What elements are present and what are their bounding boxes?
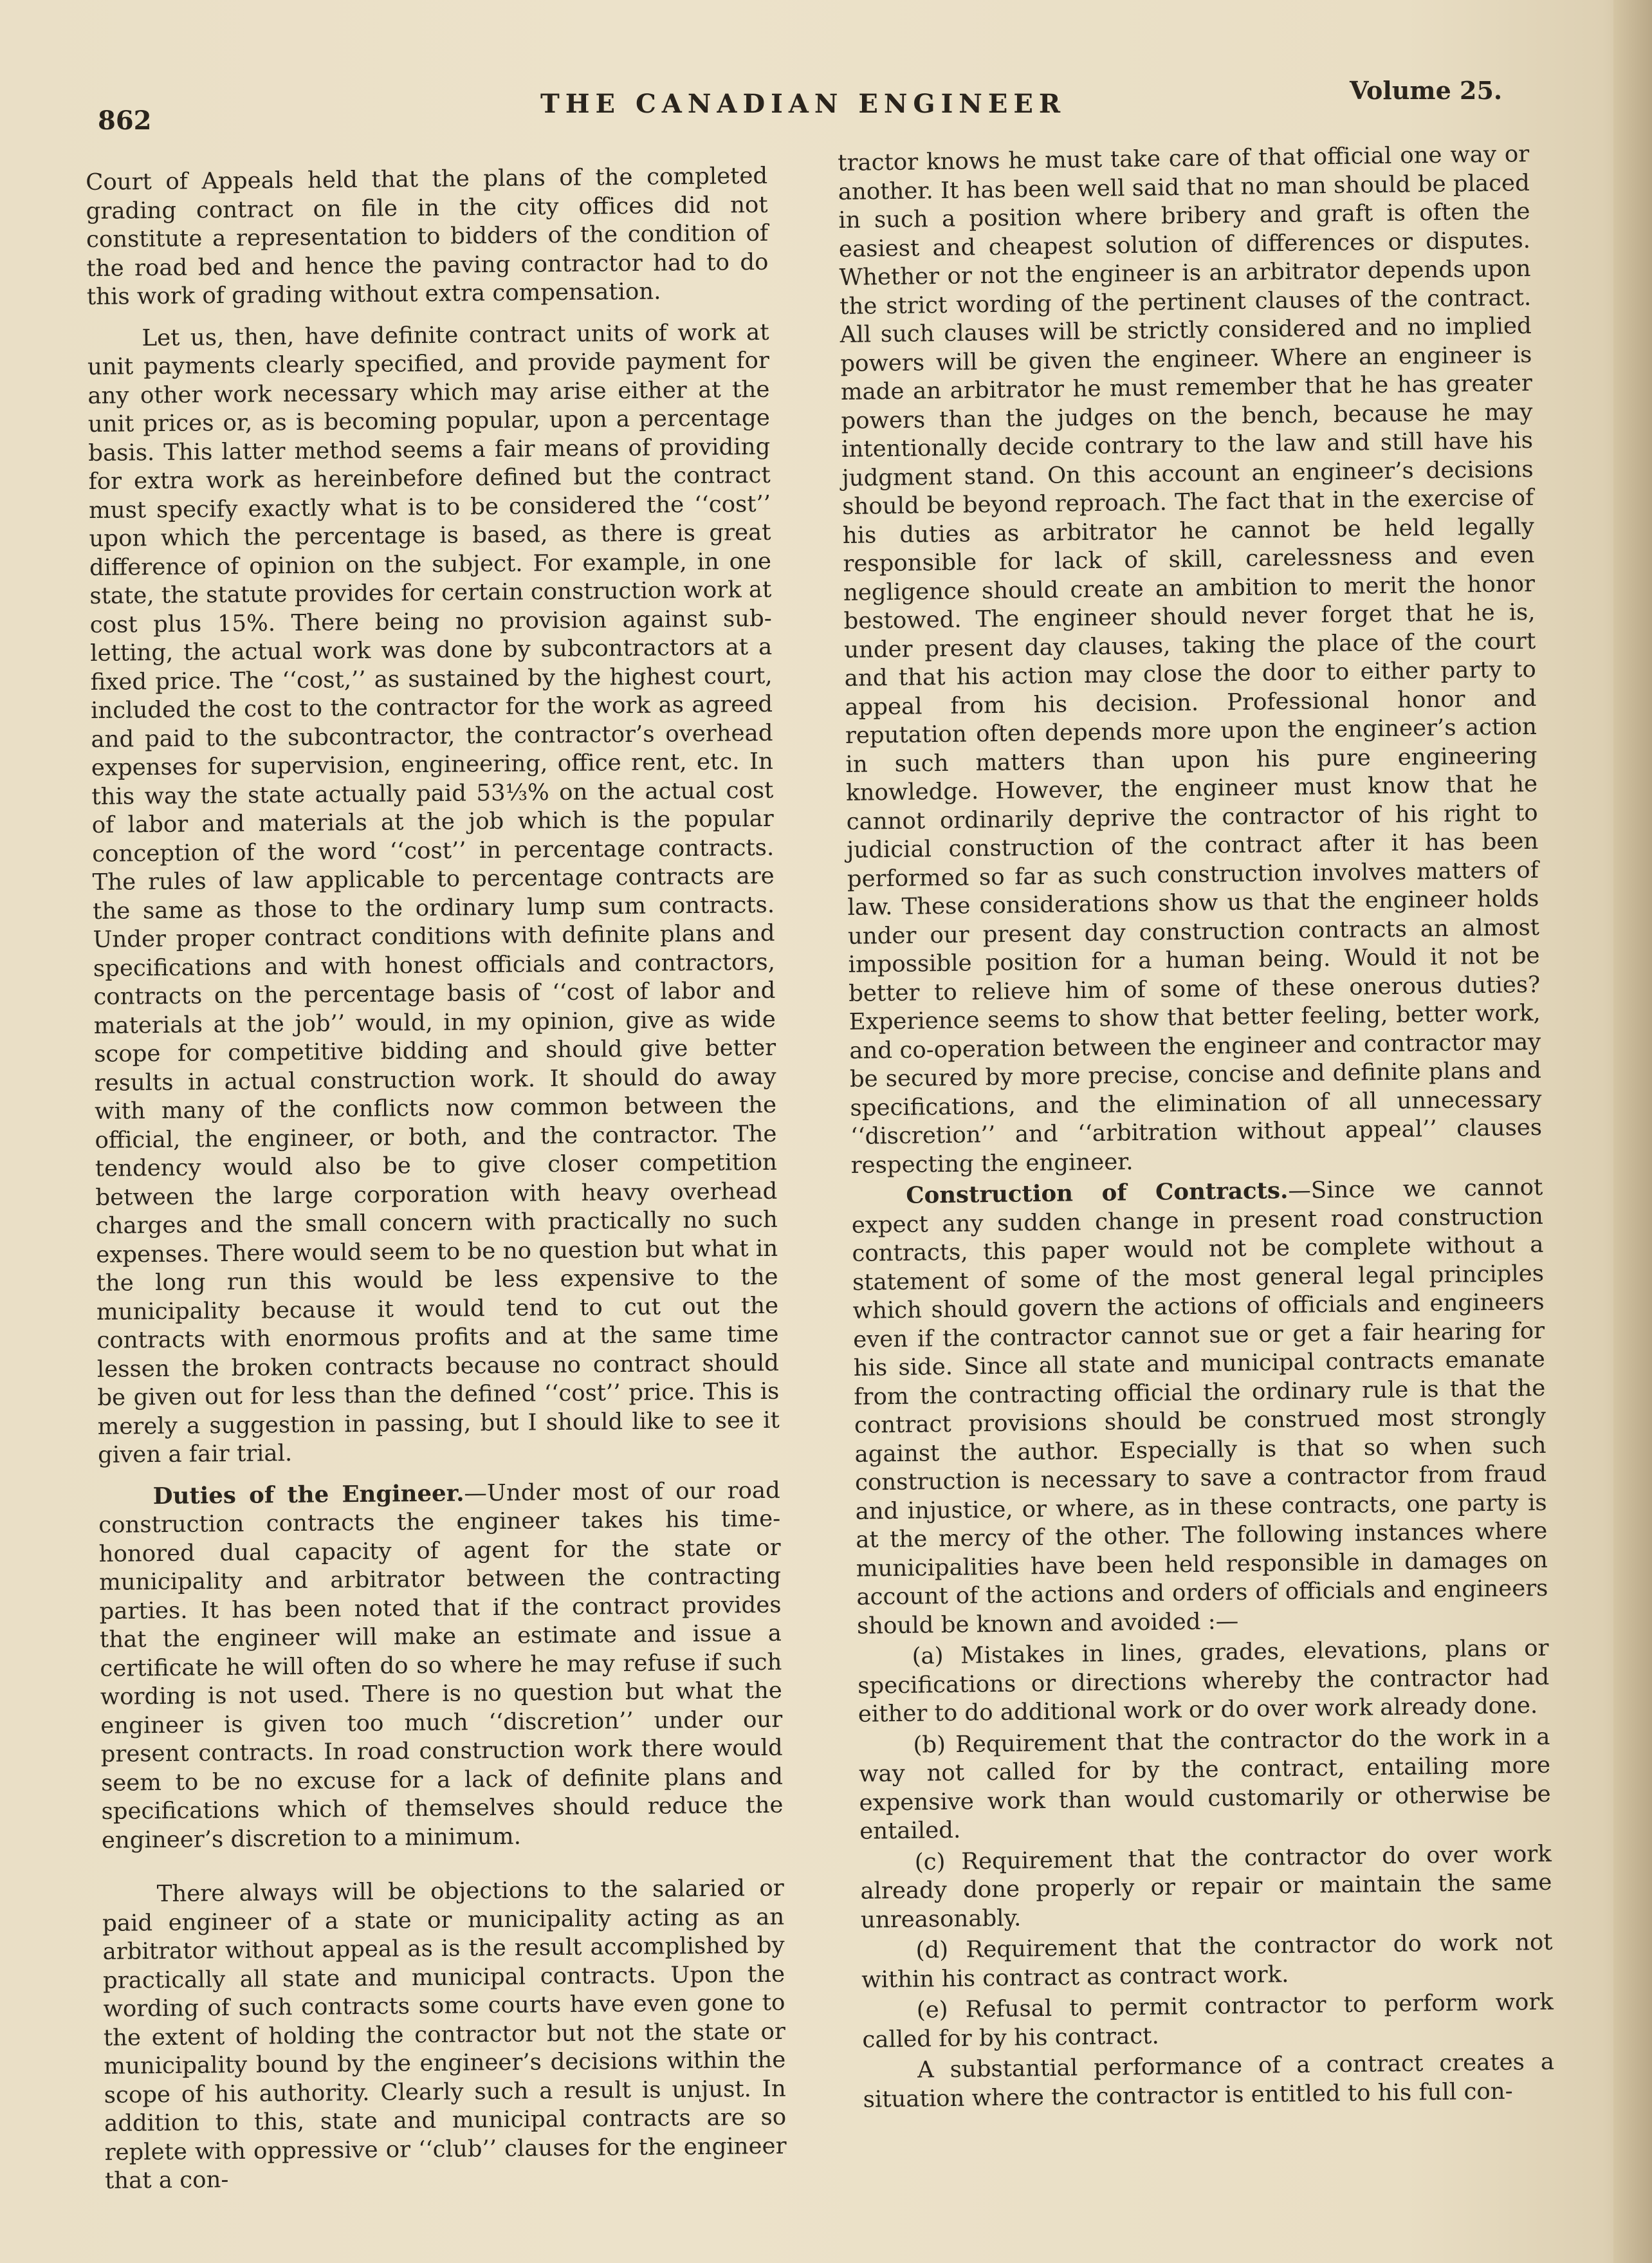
paragraph: Let us, then, have definite contract units of work at unit payments clearly specified, and provide payment for any other work necessary which may arise either at the unit prices or, as is becoming popular, upon a percentage basis. This latter method seems a fair means of providing for extra work as hereinbefore defined but the contract must specify exactly what is to be considered the ‘‘cost’’ upon which the percentage is based, as there is great difference of opinion on the subject. For example, in one state, the statute provides for certain construction work at cost plus 15%. There being no provision against sub-letting, the actual work was done by subcontractors at a fixed price. The ‘‘cost,’’ as sustained by the highest court, included the cost to the contractor for the work as agreed and paid to the subcontractor, the contractor’s overhead expenses for supervision, engineering, office rent, etc. In this way the state actually paid 53⅓% on the actual cost of labor and materials at the job which is the popular conception of the word ‘‘cost’’ in percentage contracts. The rules of law applicable to percentage contracts are the same as those to the ordinary lump sum contracts. Under proper contract conditions with definite plans and specifications and with honest officials and contractors, contracts on the percentage basis of ‘‘cost of labor and materials at the job’’ would, in my opinion, give as wide scope for competitive bidding and should give better results in actual construction work. It should do away with many of the conflicts now common between the official, the engineer, or both, and the contractor. The tendency would also be to give closer competition between the large corporation with heavy overhead charges and the small concern with practically no such expenses. There would seem to be no question but what in the long run this would be less expensive to the municipality because it would tend to cut out the contracts with enormous profits and at the same time lessen the broken contracts because no contract should be given out for less than the defined ‘‘cost’’ price. This is merely a suggestion in passing, but I should like to see it given a fair trial. [87, 319, 780, 1468]
section-heading: Duties of the Engineer. [152, 1479, 464, 1510]
paragraph: There always will be objections to the salaried or paid engineer of a state or municipality acting as an arbitrator without appeal as is the result accomplished by practically all state and municipal contracts. Upon the wording of such contracts some courts have even gone to the extent of holding the contractor but not the state or municipality bound by the engineer’s decisions within the scope of his authority. Clearly such a result is unjust. In addition to this, state and municipal contracts are so replete with oppressive or ‘‘club’’ clauses for the engineer that a con- [102, 1874, 787, 2194]
page-header [0, 76, 1652, 136]
paragraph-text: —Under most of our road construction contracts the engineer takes his time-honored dual capacity of agent for the state or municipality and arbitrator between the contracting parties. It has been noted that if the contract provides that the engineer will make an estimate and issue a certificate he will often do so where he may refuse if such wording is not used. There is no question but what the engineer is given too much ‘‘discretion’’ under our present contracts. In road construction work there would seem to be no excuse for a lack of definite plans and specifications which of themselves should reduce the engineer’s discretion to a minimum. [98, 1477, 784, 1854]
list-item: (c) Requirement that the contractor do over work already done properly or repair or maintain the same unreasonably. [860, 1840, 1552, 1934]
list-item: (a) Mistakes in lines, grades, elevations, plans or specifications or directions whereby the contractor had either to do additional work or do over work already done. [857, 1634, 1550, 1728]
list-item: (e) Refusal to permit contractor to perform work called for by his contract. [862, 1988, 1554, 2053]
page-number: 862 [98, 106, 152, 136]
section-paragraph-construction [851, 1174, 1548, 1641]
volume-label: Volume 25. [1350, 76, 1503, 105]
page-binding-edge [1613, 0, 1652, 2263]
list-item: (d) Requirement that the contractor do work not within his contract as contract work. [861, 1928, 1553, 1993]
paragraph: A substantial performance of a contract creates a situation where the contractor is entitled to his full con- [863, 2048, 1555, 2113]
left-column [86, 162, 787, 2196]
journal-title: THE CANADIAN ENGINEER [540, 89, 1067, 119]
right-column [838, 140, 1555, 2114]
paragraph: tractor knows he must take care of that official one way or another. It has been well said that no man should be placed in such a position where bribery and graft is often the easiest and cheapest solution of differences or disputes. Whether or not the engineer is an arbitrator depends upon the strict wording of the pertinent clauses of the contract. All such clauses will be strictly considered and no implied powers will be given the engineer. Where an engineer is made an arbitrator he must remember that he has greater powers than the judges on the bench, because he may intentionally decide contrary to the law and still have his judgment stand. On this account an engineer’s decisions should be beyond reproach. The fact that in the exercise of his duties as arbitrator he cannot be held legally responsible for lack of skill, carelessness and even negligence should create an ambition to merit the honor bestowed. The engineer should never forget that he is, under present day clauses, taking the place of the court and that his action may close the door to either party to appeal from his decision. Professional honor and reputation often depends more upon the engineer’s action in such matters than upon his pure engineering knowledge. However, the engineer must know that he cannot ordinarily deprive the contractor of his right to judicial construction of the contract after it has been performed so far as such construction involves matters of law. These considerations show us that the engineer holds under our present day construction contracts an almost impossible position for a human being. Would it not be better to relieve him of some of these onerous duties? Experience seems to show that better feeling, better work, and co-operation between the engineer and contractor may be secured by more precise, concise and definite plans and specifications, and the elimination of all unnecessary ‘‘discretion’’ and ‘‘arbitration without appeal’’ clauses respecting the engineer. [838, 140, 1543, 1179]
paragraph-text: —Since we cannot expect any sudden change in present road construction contracts, this paper would not be complete without a statement of some of the most general legal principles which should govern the actions of officials and engineers even if the contractor cannot sue or get a fair hearing for his side. Since all state and municipal contracts emanate from the contracting official the ordinary rule is that the contract provisions should be construed most strongly against the author. Especially is that so when such construction is necessary to save a contractor from fraud and injustice, or where, as in these contracts, one party is at the mercy of the other. The following instances where municipalities have been held responsible in damages on account of the actions and orders of officials and engineers should be known and avoided :— [851, 1174, 1548, 1640]
section-heading: Construction of Contracts. [906, 1177, 1289, 1209]
section-paragraph-duties [98, 1476, 784, 1855]
paragraph: Court of Appeals held that the plans of the completed grading contract on file in the city offices did not constitute a representation to bidders of the condition of the road bed and hence the paving contractor had to do this work of grading without extra compensation. [86, 162, 769, 310]
list-item: (b) Requirement that the contractor do the work in a way not called for by the contract, entailing more expensive work than would customarily or otherwise be entailed. [858, 1723, 1551, 1845]
